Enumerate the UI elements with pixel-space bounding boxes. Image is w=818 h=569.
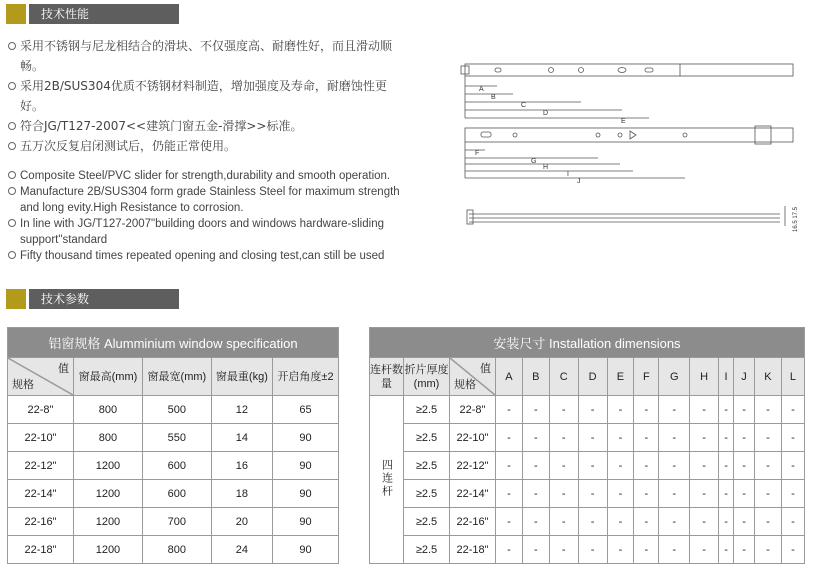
dimension-cell: - (522, 452, 549, 480)
feature-item-cn: 采用2B/SUS304优质不锈钢材料制造，增加强度及寿命，耐磨蚀性更好。 (7, 76, 402, 116)
dimension-cell: - (719, 424, 734, 452)
dimension-cell: - (549, 396, 578, 424)
installation-title: 安装尺寸 Installation dimensions (370, 328, 805, 358)
dimension-cell: - (755, 536, 782, 564)
window-spec-table (7, 327, 339, 564)
dimension-cell: - (549, 424, 578, 452)
spec-cell: 22-18" (450, 536, 496, 564)
col-header-count: 连杆数量 (370, 358, 404, 396)
col-header-e: E (607, 358, 634, 396)
dimension-cell: - (634, 396, 659, 424)
dimension-cell: - (734, 508, 755, 536)
dimension-cell: - (781, 452, 804, 480)
dimension-cell: - (659, 424, 690, 452)
drawing-side-dim: 16.5 17.5 (793, 206, 799, 232)
col-header-a: A (496, 358, 523, 396)
dimension-cell: - (734, 480, 755, 508)
dimension-cell: - (690, 396, 719, 424)
value-cell: 800 (74, 424, 143, 452)
col-header: 窗最宽(mm) (142, 358, 211, 396)
slider-technical-drawing (455, 54, 805, 244)
drawing-label-a: A (479, 86, 484, 93)
spec-cell: 22-10" (450, 424, 496, 452)
diag-header-cell (8, 358, 74, 396)
spec-cell: 22-12" (450, 452, 496, 480)
feature-item-cn: 采用不锈钢与尼龙相结合的滑块、不仅强度高、耐磨性好，而且滑动顺畅。 (7, 36, 402, 76)
table-row (370, 396, 805, 424)
col-header-g: G (659, 358, 690, 396)
spec-cell: 22-8" (450, 396, 496, 424)
value-cell: 1200 (74, 508, 143, 536)
dimension-cell: - (496, 508, 523, 536)
thickness-cell: ≥2.5 (404, 480, 450, 508)
feature-list (7, 36, 402, 264)
thickness-cell: ≥2.5 (404, 424, 450, 452)
diag-top-label: 值 (480, 363, 491, 375)
dimension-cell: - (496, 536, 523, 564)
section-title: 技术性能 (29, 4, 179, 24)
dimension-cell: - (734, 424, 755, 452)
value-cell: 500 (142, 396, 211, 424)
value-cell: 90 (273, 536, 339, 564)
value-cell: 20 (211, 508, 272, 536)
feature-item-cn: 五万次反复启闭测试后，仍能正常使用。 (7, 136, 402, 156)
spec-cell: 22-8" (8, 396, 74, 424)
group-label-cell (370, 396, 404, 564)
dimension-cell: - (522, 508, 549, 536)
col-header-thickness: 折片厚度(mm) (404, 358, 450, 396)
col-header-j: J (734, 358, 755, 396)
feature-list-cn (7, 36, 402, 156)
col-header-i: I (719, 358, 734, 396)
value-cell: 24 (211, 536, 272, 564)
dimension-cell: - (690, 480, 719, 508)
spec-cell: 22-16" (8, 508, 74, 536)
value-cell: 550 (142, 424, 211, 452)
table-row (8, 480, 339, 508)
dimension-cell: - (522, 480, 549, 508)
value-cell: 90 (273, 452, 339, 480)
header-swatch (6, 289, 26, 309)
dimension-cell: - (719, 480, 734, 508)
col-header-h: H (690, 358, 719, 396)
drawing-label-j: J (577, 178, 581, 185)
window-spec-title: 铝窗规格 Alumminium window specification (8, 328, 339, 358)
value-cell: 700 (142, 508, 211, 536)
table-row (8, 424, 339, 452)
dimension-cell: - (496, 480, 523, 508)
dimension-cell: - (607, 536, 634, 564)
value-cell: 90 (273, 424, 339, 452)
dimension-cell: - (607, 452, 634, 480)
col-header-f: F (634, 358, 659, 396)
dimension-cell: - (690, 452, 719, 480)
value-cell: 12 (211, 396, 272, 424)
table-row (370, 452, 805, 480)
dimension-cell: - (659, 396, 690, 424)
col-header-c: C (549, 358, 578, 396)
drawing-label-h: H (543, 164, 549, 171)
dimension-cell: - (755, 396, 782, 424)
dimension-cell: - (549, 508, 578, 536)
table-row (8, 452, 339, 480)
diag-bottom-label: 规格 (454, 379, 476, 391)
table-row (370, 480, 805, 508)
dimension-cell: - (755, 424, 782, 452)
col-header-k: K (755, 358, 782, 396)
section-header-performance (6, 4, 179, 24)
dimension-cell: - (634, 480, 659, 508)
drawing-label-f: F (475, 150, 480, 157)
dimension-cell: - (690, 508, 719, 536)
dimension-cell: - (607, 396, 634, 424)
col-header-d: D (578, 358, 607, 396)
dimension-cell: - (522, 396, 549, 424)
value-cell: 800 (74, 396, 143, 424)
dimension-cell: - (755, 452, 782, 480)
feature-list-en (7, 168, 402, 264)
dimension-cell: - (578, 452, 607, 480)
feature-item-en: Composite Steel/PVC slider for strength,durability and smooth operation. (7, 168, 402, 184)
dimension-cell: - (578, 480, 607, 508)
value-cell: 1200 (74, 536, 143, 564)
dimension-cell: - (781, 424, 804, 452)
dimension-cell: - (634, 508, 659, 536)
spec-cell: 22-12" (8, 452, 74, 480)
table-row (370, 536, 805, 564)
dimension-cell: - (659, 452, 690, 480)
feature-item-cn: 符合JG/T127-2007<<建筑门窗五金-滑撑>>标准。 (7, 116, 402, 136)
dimension-cell: - (522, 424, 549, 452)
value-cell: 600 (142, 452, 211, 480)
drawing-label-d: D (543, 110, 549, 117)
drawing-label-g: G (531, 158, 537, 165)
dimension-cell: - (607, 508, 634, 536)
drawing-middle-bar (465, 128, 793, 142)
drawing-labels (475, 86, 799, 232)
dimension-cell: - (496, 396, 523, 424)
dimension-cell: - (578, 396, 607, 424)
dimension-cell: - (734, 396, 755, 424)
dimension-cell: - (634, 536, 659, 564)
col-header-l: L (781, 358, 804, 396)
col-header: 窗最高(mm) (74, 358, 143, 396)
thickness-cell: ≥2.5 (404, 396, 450, 424)
spec-cell: 22-16" (450, 508, 496, 536)
spec-cell: 22-14" (450, 480, 496, 508)
table-row (370, 424, 805, 452)
dimension-cell: - (607, 424, 634, 452)
dimension-cell: - (781, 480, 804, 508)
col-header: 开启角度±2 (273, 358, 339, 396)
value-cell: 16 (211, 452, 272, 480)
drawing-label-c: C (521, 102, 527, 109)
dimension-cell: - (781, 536, 804, 564)
header-swatch (6, 4, 26, 24)
section-header-parameters (6, 289, 179, 309)
dimension-cell: - (755, 480, 782, 508)
dimension-cell: - (578, 536, 607, 564)
feature-item-en: In line with JG/T127-2007"building doors and windows hardware-sliding support"standard (7, 216, 402, 248)
feature-item-en: Fifty thousand times repeated opening and closing test,can still be used (7, 248, 402, 264)
drawing-label-e: E (621, 118, 626, 125)
col-header: 窗最重(kg) (211, 358, 272, 396)
value-cell: 800 (142, 536, 211, 564)
dimension-cell: - (634, 424, 659, 452)
dimension-cell: - (496, 452, 523, 480)
diag-bottom-label: 规格 (12, 379, 34, 391)
value-cell: 14 (211, 424, 272, 452)
value-cell: 600 (142, 480, 211, 508)
dimension-cell: - (607, 480, 634, 508)
value-cell: 65 (273, 396, 339, 424)
drawing-label-b: B (491, 94, 496, 101)
dimension-cell: - (496, 424, 523, 452)
thickness-cell: ≥2.5 (404, 508, 450, 536)
dimension-cell: - (522, 536, 549, 564)
section-title: 技术参数 (29, 289, 179, 309)
dimension-cell: - (690, 536, 719, 564)
thickness-cell: ≥2.5 (404, 536, 450, 564)
col-header-b: B (522, 358, 549, 396)
dimension-cell: - (659, 480, 690, 508)
drawing-label-i: I (567, 171, 569, 178)
value-cell: 1200 (74, 480, 143, 508)
diag-header-cell (450, 358, 496, 396)
dimension-cell: - (690, 424, 719, 452)
dimension-cell: - (781, 508, 804, 536)
dimension-cell: - (578, 424, 607, 452)
dimension-cell: - (755, 508, 782, 536)
dimension-cell: - (659, 508, 690, 536)
dimension-cell: - (719, 508, 734, 536)
spec-cell: 22-18" (8, 536, 74, 564)
value-cell: 90 (273, 508, 339, 536)
feature-item-en: Manufacture 2B/SUS304 form grade Stainless Steel for maximum strength and long evity.High Resistance to corrosion. (7, 184, 402, 216)
drawing-top-bar (465, 64, 793, 76)
value-cell: 90 (273, 480, 339, 508)
dimension-cell: - (659, 536, 690, 564)
table-row (8, 536, 339, 564)
dimension-cell: - (719, 452, 734, 480)
dimension-cell: - (781, 396, 804, 424)
group-label: 四连杆 (380, 458, 393, 498)
dimension-cell: - (549, 480, 578, 508)
table-row (8, 508, 339, 536)
spec-cell: 22-14" (8, 480, 74, 508)
value-cell: 1200 (74, 452, 143, 480)
dimension-cell: - (549, 452, 578, 480)
dimension-cell: - (719, 536, 734, 564)
dimension-cell: - (734, 452, 755, 480)
dimension-cell: - (578, 508, 607, 536)
dimension-cell: - (719, 396, 734, 424)
table-row (370, 508, 805, 536)
spec-cell: 22-10" (8, 424, 74, 452)
diag-top-label: 值 (58, 363, 69, 375)
value-cell: 18 (211, 480, 272, 508)
dimension-cell: - (549, 536, 578, 564)
dimension-cell: - (734, 536, 755, 564)
dimension-cell: - (634, 452, 659, 480)
thickness-cell: ≥2.5 (404, 452, 450, 480)
table-row (8, 396, 339, 424)
installation-dimensions-table (369, 327, 805, 564)
